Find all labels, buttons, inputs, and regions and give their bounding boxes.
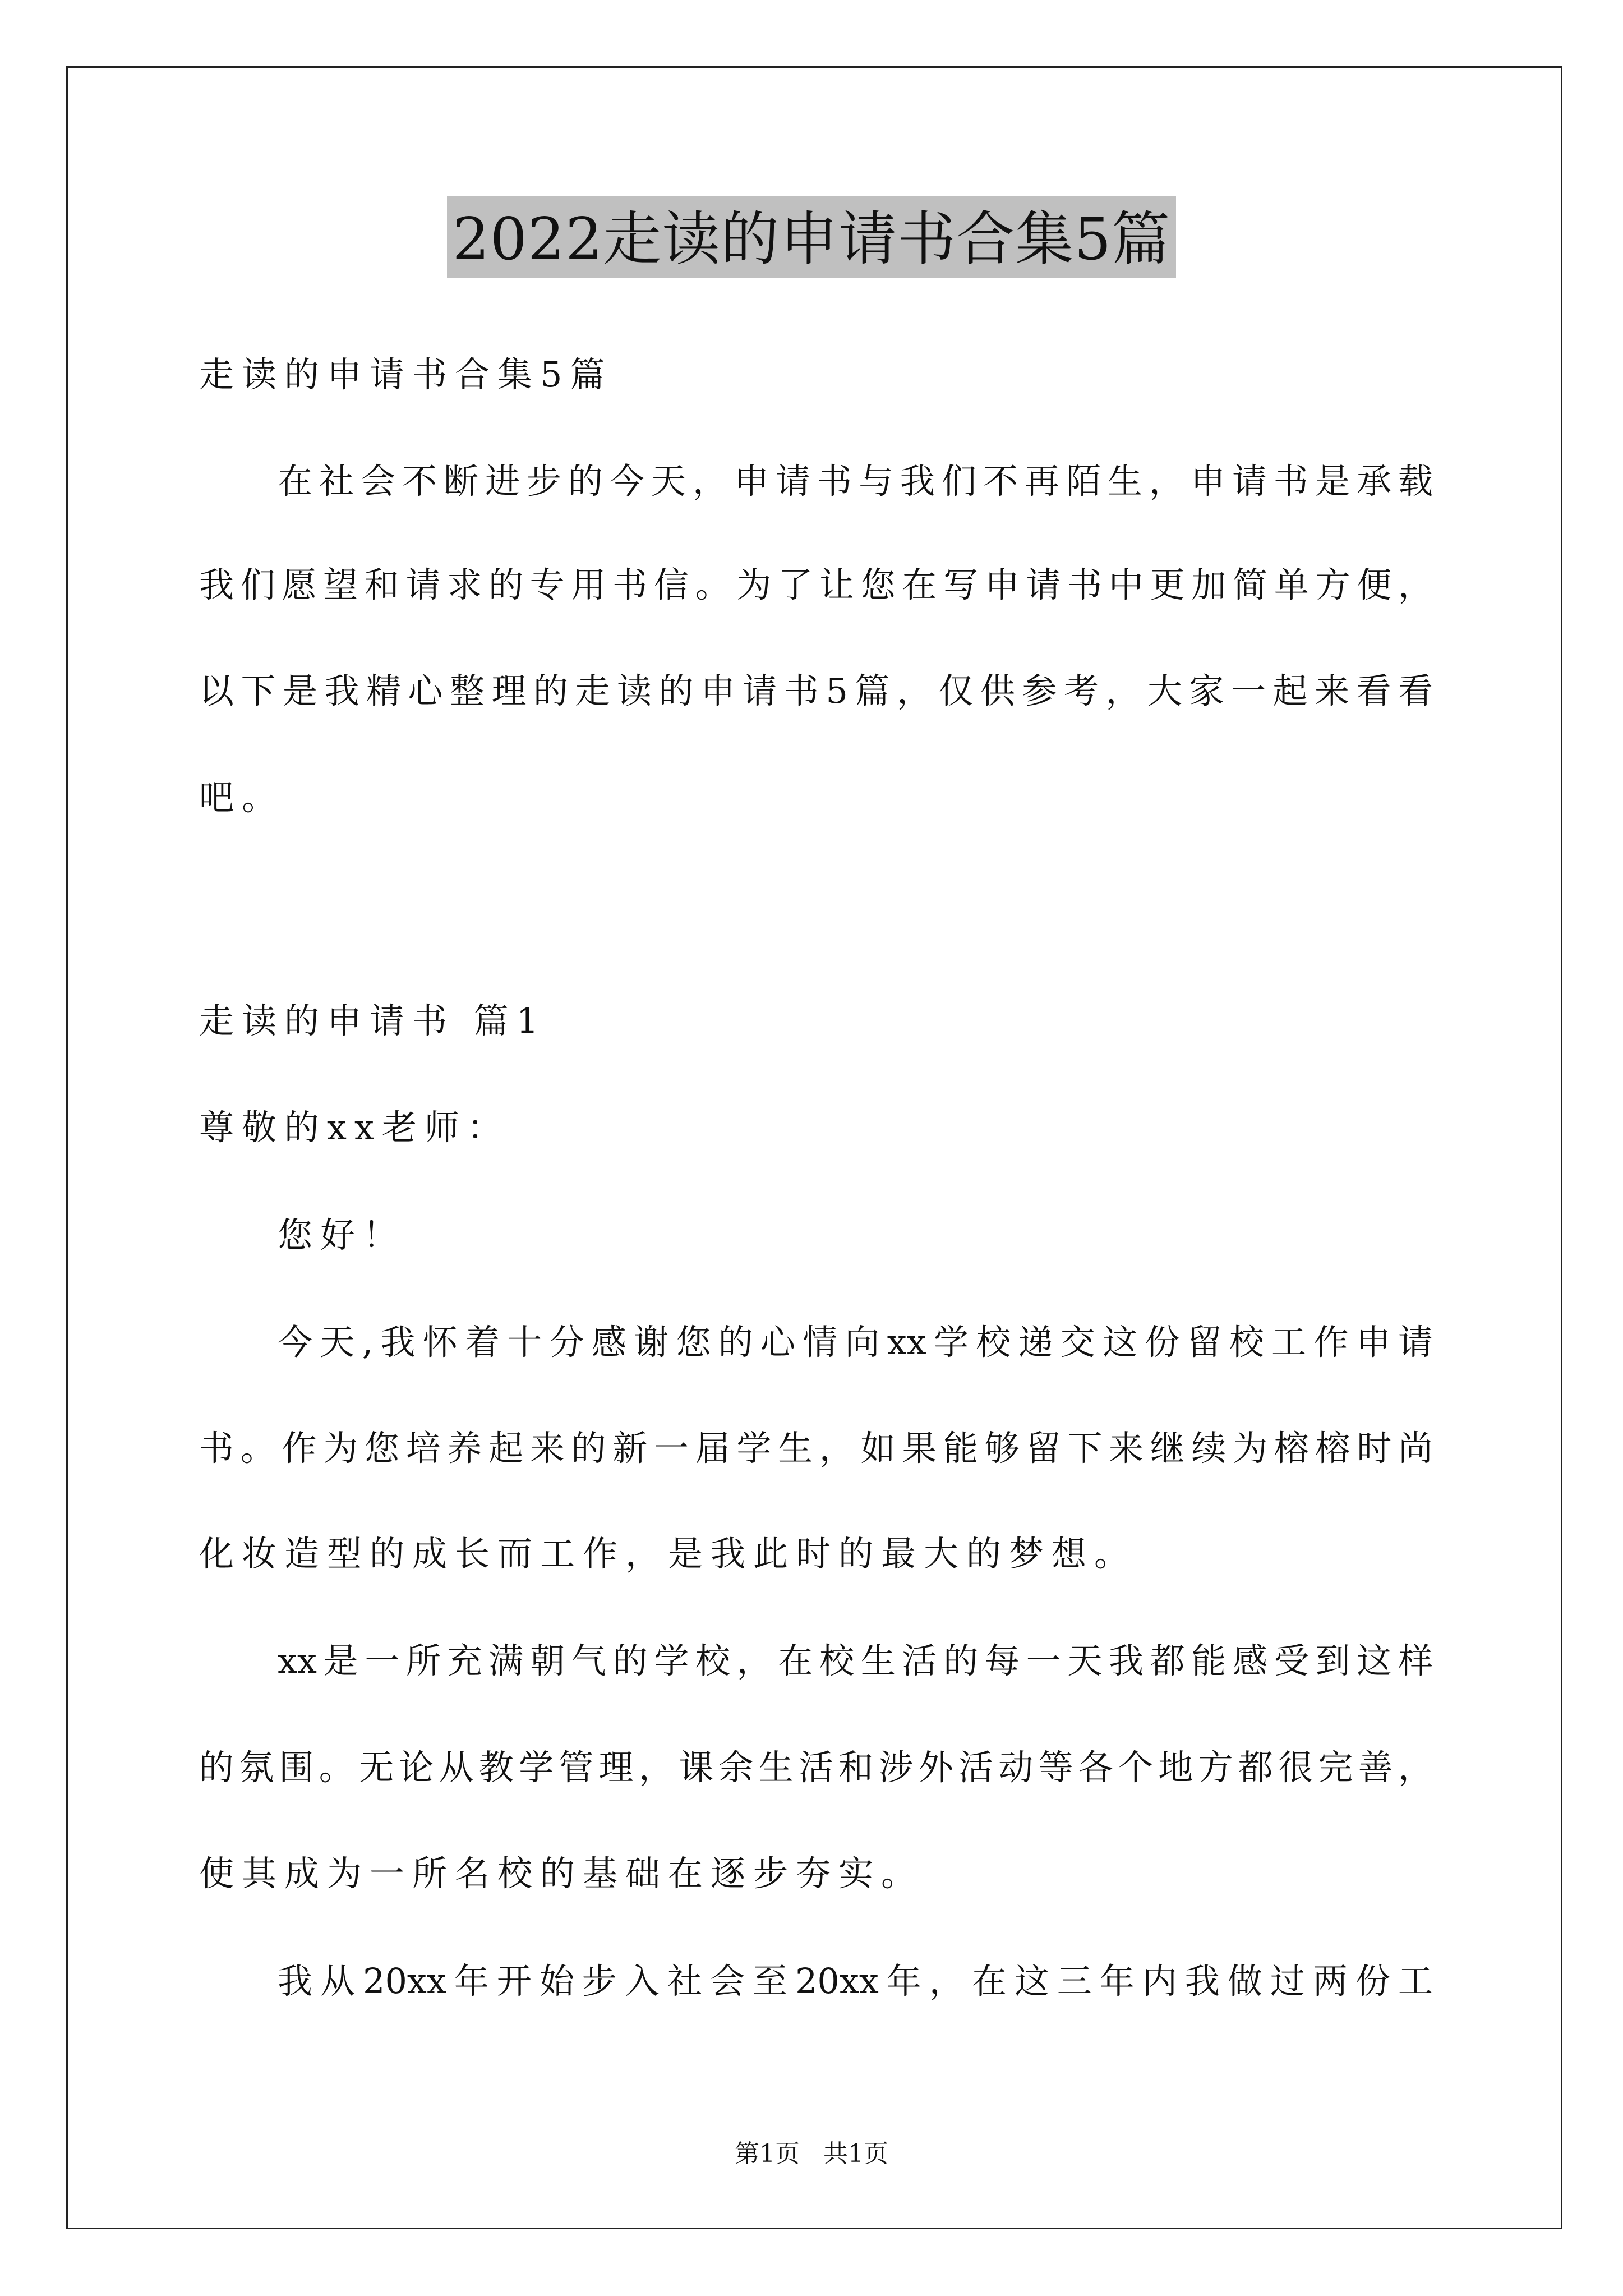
para1-line-1: 今天,我怀着十分感谢您的心情向xx学校递交这份留校工作申请 bbox=[278, 1322, 1433, 1363]
salutation: 尊敬的xx老师： bbox=[199, 1107, 510, 1148]
page-number: 第1页 bbox=[735, 2139, 800, 2168]
greeting: 您好！ bbox=[278, 1214, 406, 1255]
para2-line-2: 的氛围。无论从教学管理，课余生活和涉外活动等各个地方都很完善， bbox=[199, 1747, 1433, 1788]
intro-line-2: 我们愿望和请求的专用书信。为了让您在写申请书中更加简单方便， bbox=[199, 564, 1433, 605]
title-container bbox=[0, 196, 1623, 278]
intro-line-4: 吧。 bbox=[199, 777, 285, 818]
para1-line-2: 书。作为您培养起来的新一届学生，如果能够留下来继续为榕榕时尚 bbox=[199, 1428, 1433, 1469]
intro-line-3: 以下是我精心整理的走读的申请书5篇，仅供参考，大家一起来看看 bbox=[199, 670, 1433, 711]
document-subtitle: 走读的申请书合集5篇 bbox=[199, 354, 613, 395]
para2-line-3: 使其成为一所名校的基础在逐步夯实。 bbox=[199, 1853, 924, 1894]
section-heading: 走读的申请书 篇1 bbox=[199, 1000, 547, 1041]
para1-line-3: 化妆造型的成长而工作，是我此时的最大的梦想。 bbox=[199, 1533, 1137, 1574]
para3-line-1: 我从20xx年开始步入社会至20xx年，在这三年内我做过两份工 bbox=[278, 1961, 1433, 2001]
intro-line-1: 在社会不断进步的今天，申请书与我们不再陌生，申请书是承载 bbox=[278, 461, 1433, 501]
para2-line-1: xx是一所充满朝气的学校，在校生活的每一天我都能感受到这样 bbox=[278, 1640, 1433, 1681]
page-footer bbox=[0, 2137, 1623, 2171]
page-total: 共1页 bbox=[823, 2139, 888, 2168]
document-title: 2022走读的申请书合集5篇 bbox=[447, 196, 1177, 278]
